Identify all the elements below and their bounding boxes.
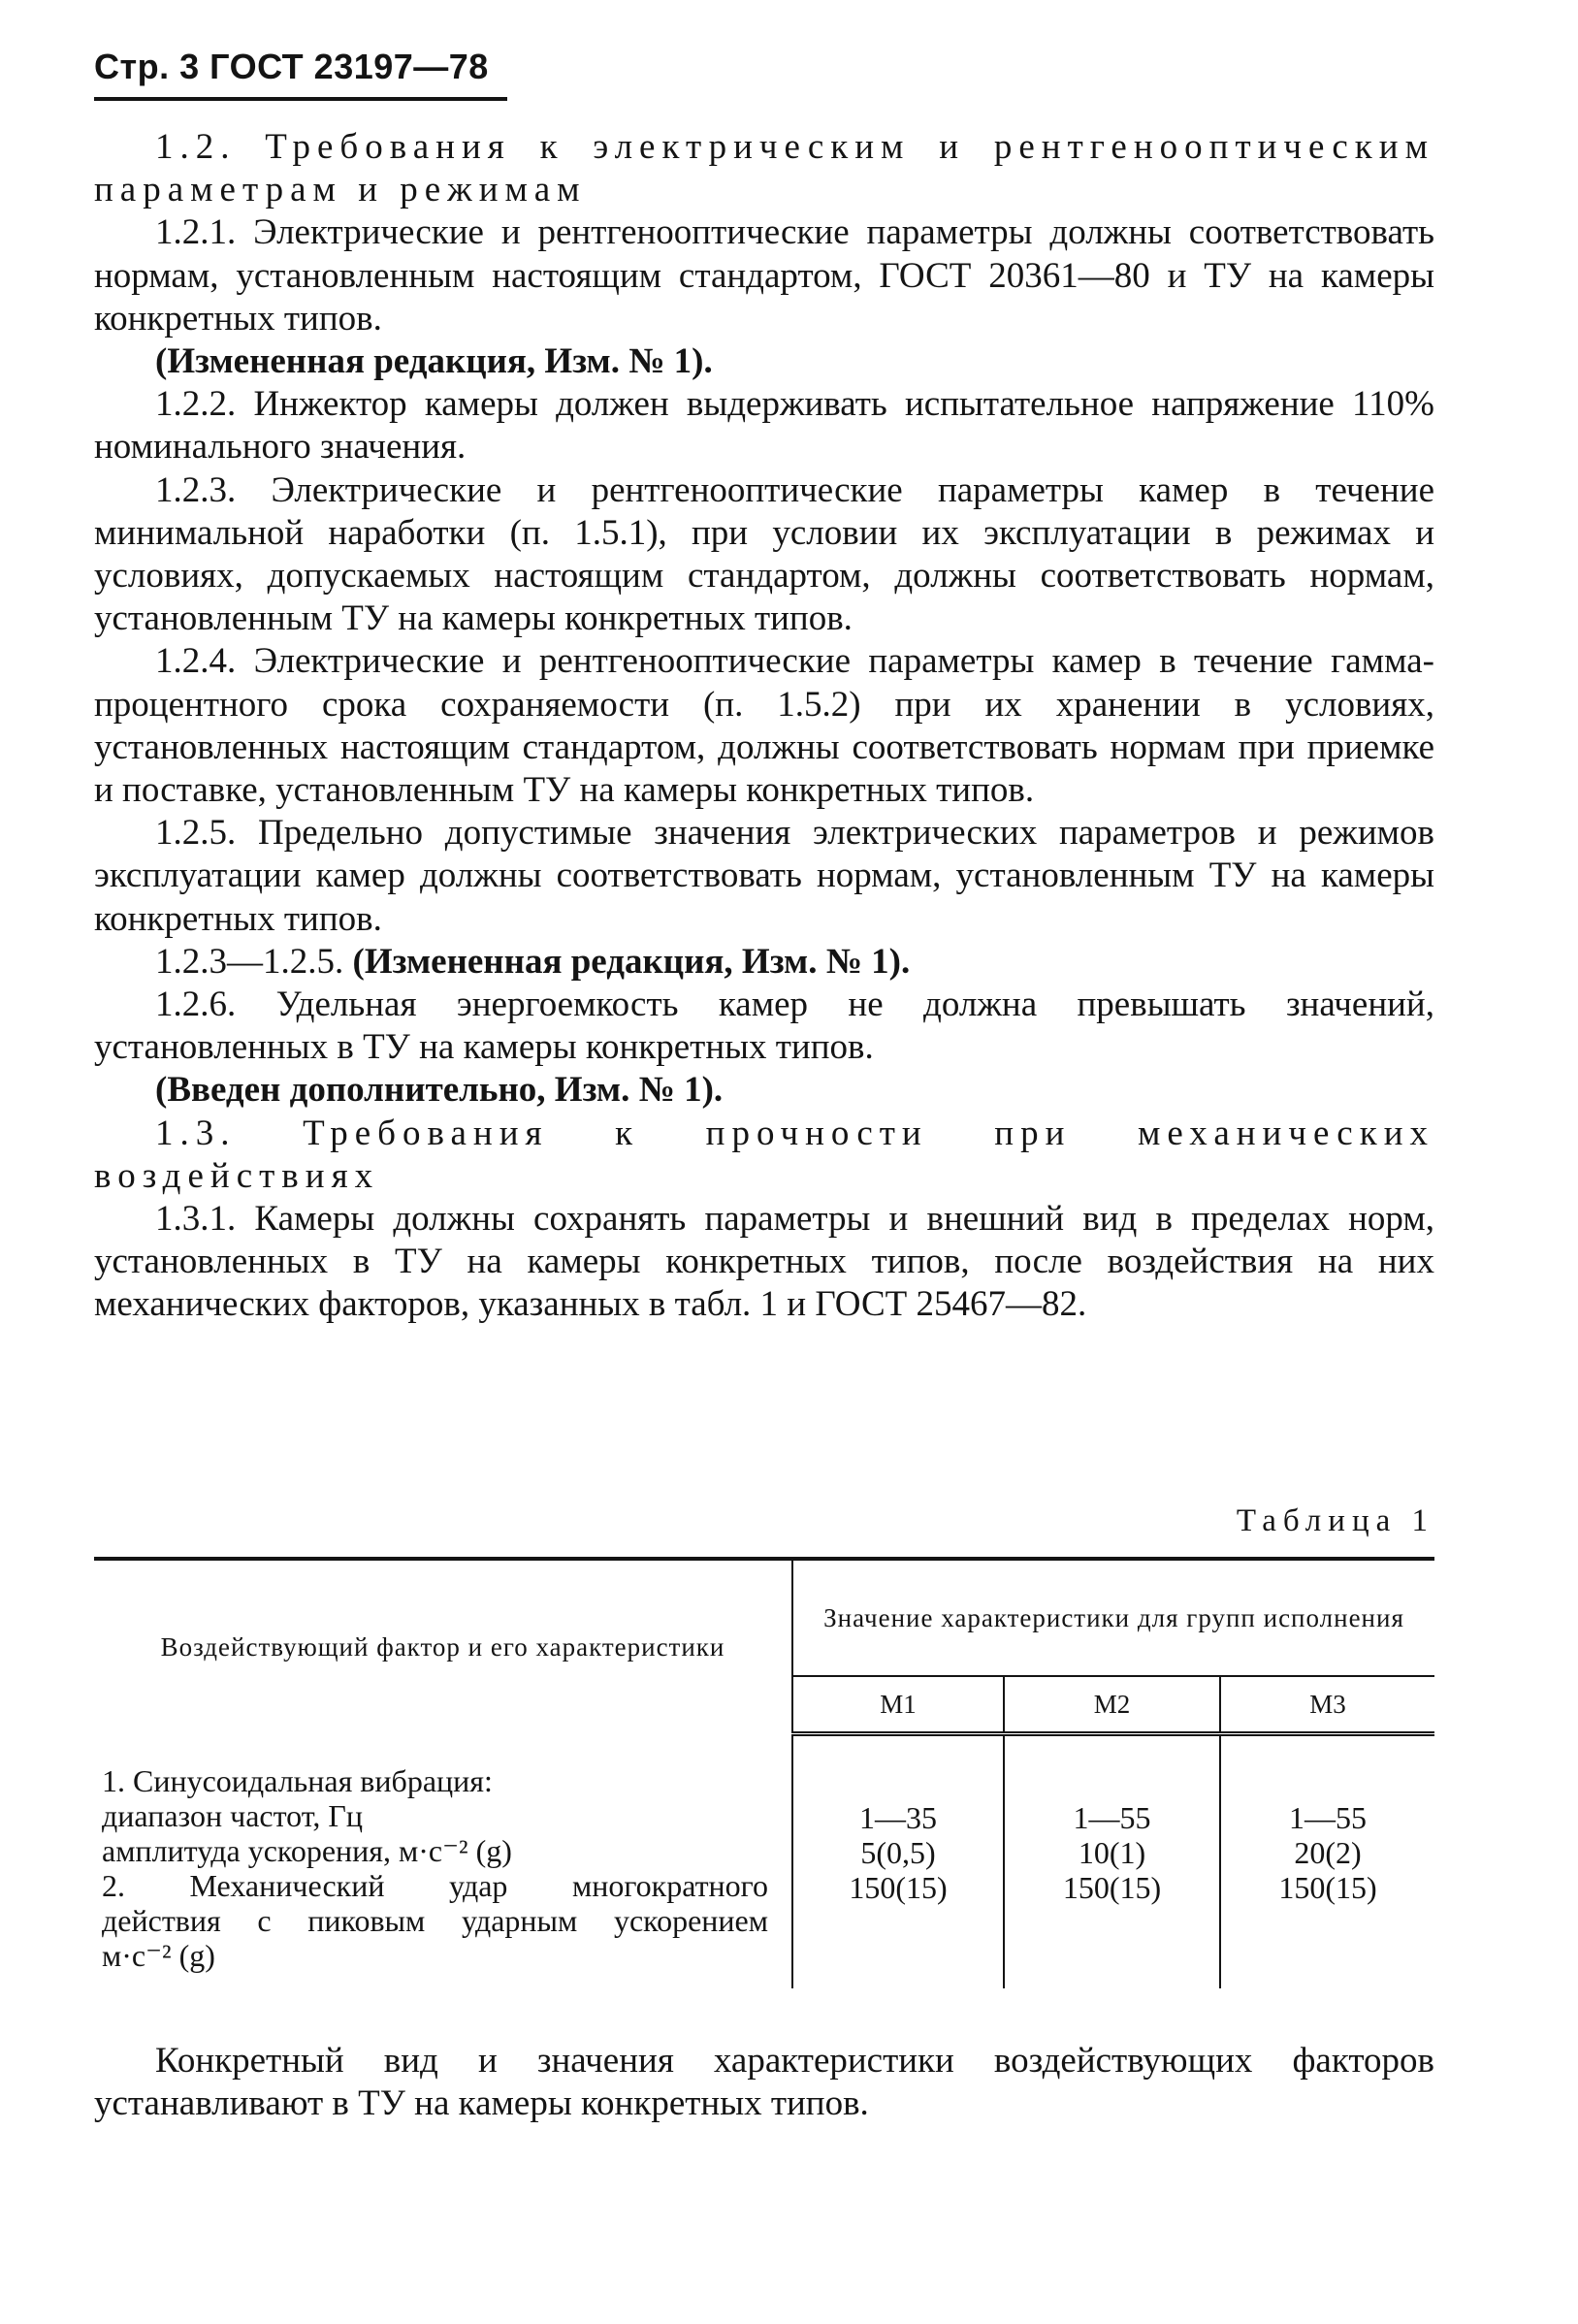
header-rule	[94, 97, 507, 101]
table-cell: 150(15)	[1062, 1870, 1162, 1905]
header-factor: Воздействующий фактор и его характеристики	[94, 1559, 792, 1734]
desc-line: амплитуда ускорения, м·с⁻² (g)	[102, 1832, 512, 1868]
table-cell: 5(0,5)	[860, 1835, 936, 1870]
header-group-m1: М1	[792, 1676, 1004, 1734]
note-text: Конкретный вид и значения характеристики воздействующих факторов устанавливают в ТУ на камеры конкретных типов.	[94, 2041, 1434, 2123]
table-caption: Таблица 1	[1236, 1503, 1434, 1538]
table-cell: 1—55	[1073, 1800, 1151, 1835]
paragraph-1-2-6: 1.2.6. Удельная энергоемкость камер не должна превышать значений, установленных в ТУ на камеры конкретных типов.	[94, 984, 1434, 1068]
amendment-range-text: (Измененная редакция, Изм. № 1).	[352, 941, 911, 982]
factor-description	[94, 1734, 792, 1988]
paragraph-1-2-3: 1.2.3. Электрические и рентгенооптические параметры камер в течение минимальной наработки (п. 1.5.1), при условии их эксплуатации в режимах и условиях, допускаемых настоящим стандартом, должны соответствовать нормам, установленным ТУ на камеры конкретных типов.	[94, 469, 1434, 639]
values-m2	[1004, 1734, 1220, 1988]
header-group-m2: М2	[1004, 1676, 1220, 1734]
header-group-value: Значение характеристики для групп исполнения	[792, 1559, 1434, 1676]
paragraph-1-2-5: 1.2.5. Предельно допустимые значения электрических параметров и режимов эксплуатации камер должны соответствовать нормам, установленным ТУ на камеры конкретных типов.	[94, 813, 1434, 939]
body-text	[94, 126, 1434, 1327]
page-header	[94, 47, 489, 87]
paragraph-1-3-1: 1.3.1. Камеры должны сохранять параметры и внешний вид в пределах норм, установленных в ТУ на камеры конкретных типов, после воздействия на них механических факторов, указанных в табл. 1 и ГОСТ 25467—82.	[94, 1199, 1434, 1325]
paragraph-1-2-4: 1.2.4. Электрические и рентгенооптические параметры камер в течение гамма-процентного срока сохраняемости (п. 1.5.2) при их хранении в условиях, установленных настоящим стандартом, должны соответствовать нормам при приемке и поставке, установленным ТУ на камеры конкретных типов.	[94, 641, 1434, 811]
section-heading-1-2: 1.2. Требования к электрическим и рентгенооптическим параметрам и режимам	[94, 127, 1434, 210]
paragraph-1-2-2: 1.2.2. Инжектор камеры должен выдерживать испытательное напряжение 110% номинального значения.	[94, 384, 1434, 468]
desc-line: 2. Механический удар многократного	[102, 1867, 768, 1903]
section-heading-1-3: 1.3. Требования к прочности при механических воздействиях	[94, 1113, 1434, 1196]
table-cell: 1—55	[1289, 1800, 1367, 1835]
addition-note: (Введен дополнительно, Изм. № 1).	[155, 1070, 724, 1111]
table-1	[94, 1557, 1434, 1988]
amendment-note-range	[94, 941, 1434, 984]
desc-line: м·с⁻² (g)	[102, 1937, 215, 1973]
paragraph-1-2-1: 1.2.1. Электрические и рентгенооптические параметры должны соответствовать нормам, установленным настоящим стандартом, ГОСТ 20361—80 и ТУ на камеры конкретных типов.	[94, 212, 1434, 339]
table-row	[94, 1734, 1434, 1988]
table-cell: 20(2)	[1294, 1835, 1362, 1870]
values-m3	[1220, 1734, 1434, 1988]
desc-line: диапазон частот, Гц	[102, 1797, 363, 1833]
header-group-m3: М3	[1220, 1676, 1434, 1734]
amendment-note: (Измененная редакция, Изм. № 1).	[155, 341, 713, 382]
page-label: Стр. 3 ГОСТ 23197—78	[94, 47, 489, 86]
table-note	[94, 2040, 1434, 2125]
desc-line: 1. Синусоидальная вибрация:	[102, 1762, 493, 1798]
amendment-range-prefix: 1.2.3—1.2.5.	[155, 941, 353, 982]
values-m1	[792, 1734, 1004, 1988]
data-table	[94, 1557, 1434, 1988]
table-cell: 1—35	[859, 1800, 937, 1835]
table-cell: 10(1)	[1078, 1835, 1146, 1870]
table-cell: 150(15)	[1278, 1870, 1377, 1905]
desc-line: действия с пиковым ударным ускорением	[102, 1902, 768, 1938]
table-cell: 150(15)	[849, 1870, 948, 1905]
